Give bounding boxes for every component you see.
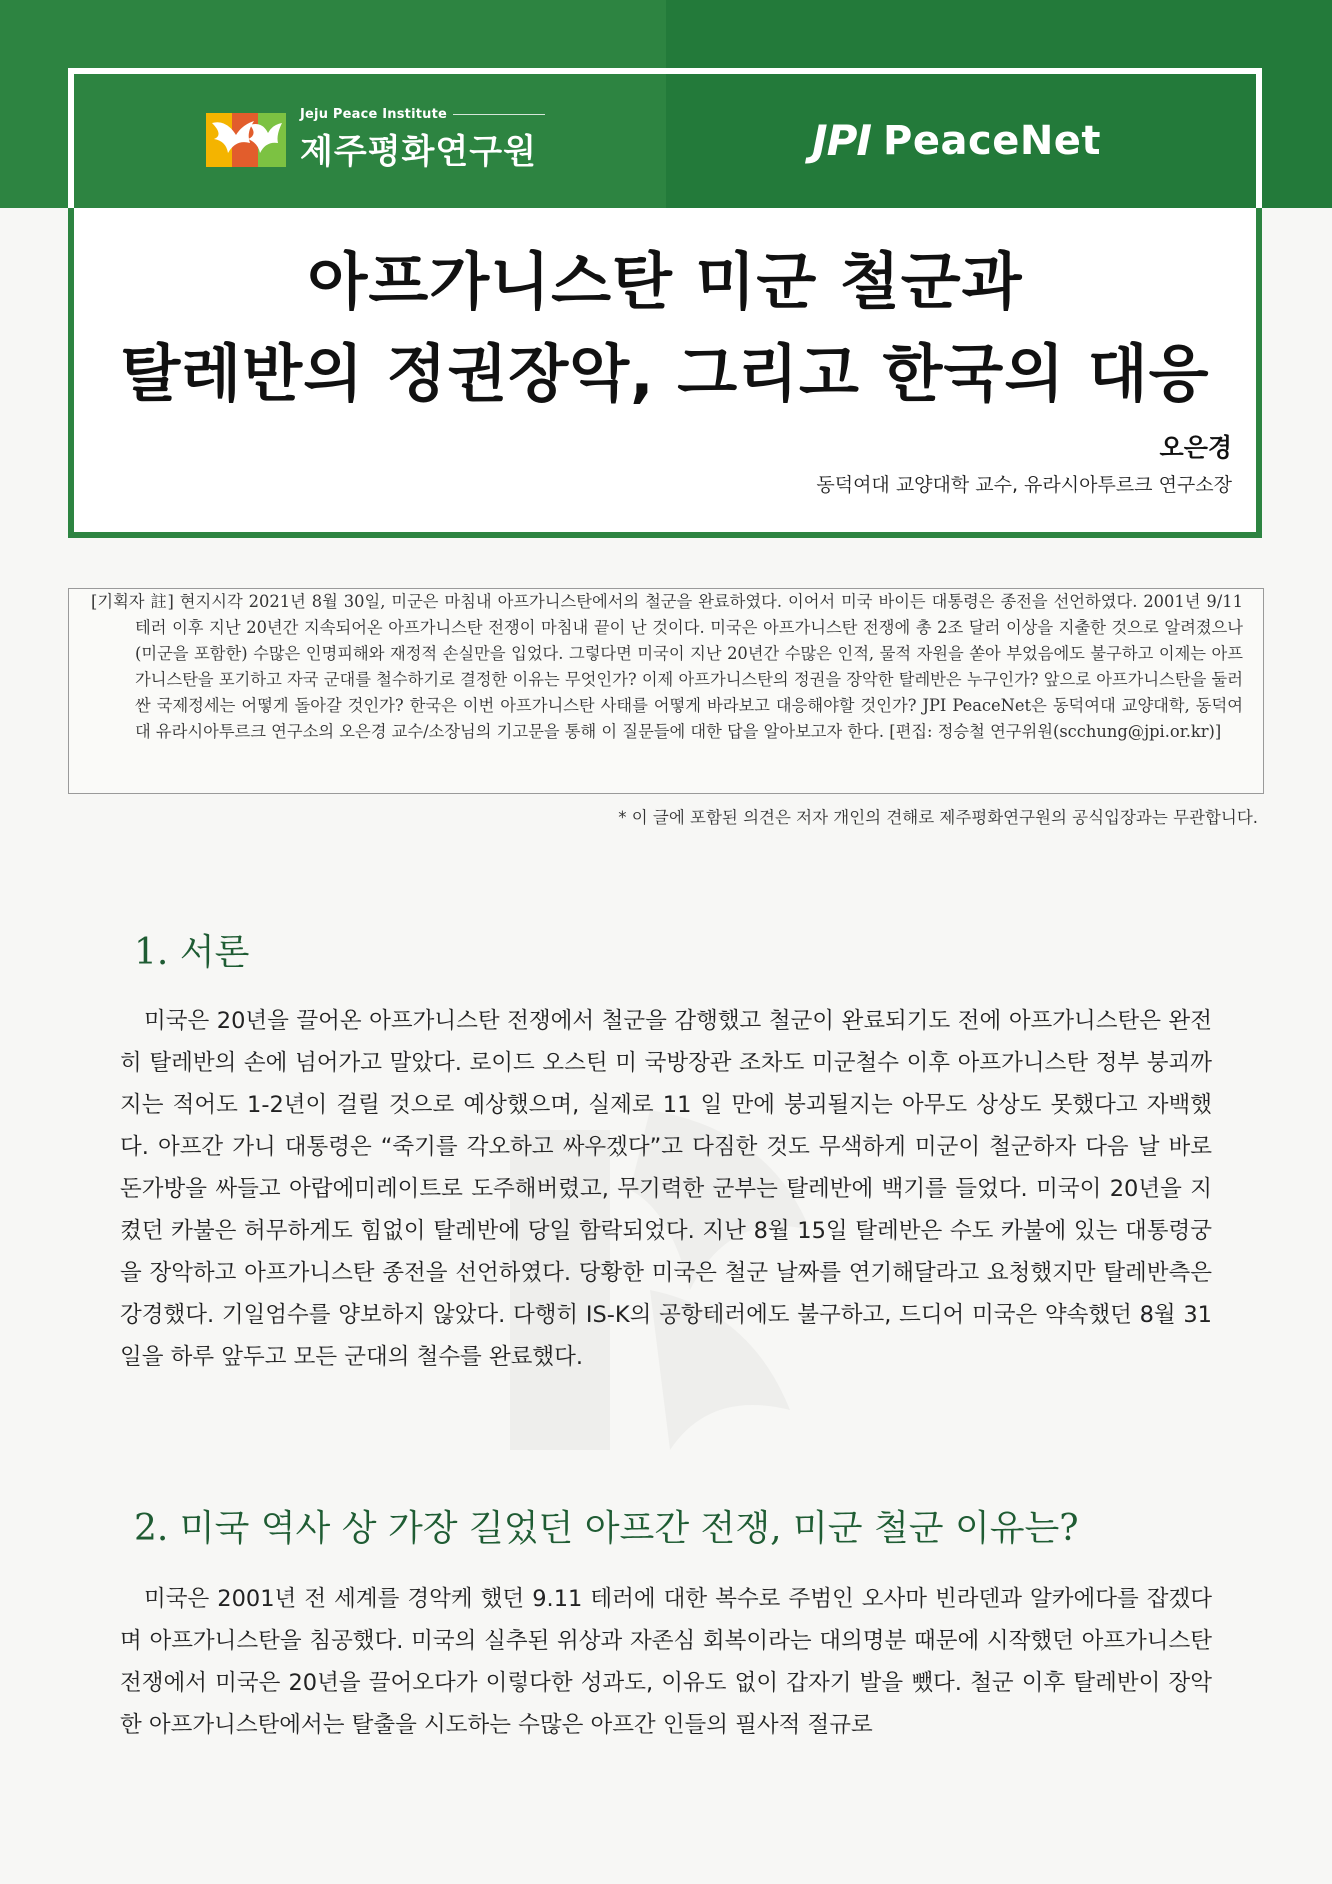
- section-1-body: [120, 1000, 1212, 1378]
- jpi-peacenet-logo[interactable]: [812, 116, 1101, 165]
- section-2-paragraph: 미국은 2001년 전 세계를 경악케 했던 9.11 테러에 대한 복수로 주범인 오사마 빈라덴과 알카에다를 잡겠다며 아프가니스탄을 침공했다. 미국의 실추된 위상과 자존심 회복이라는 대의명분 때문에 시작했던 아프가니스탄 전쟁에서 미국은 20년을 끌어오다가 이렇다한 성과도, 이유도 없이 갑자기 발을 뺐다. 철군 이후 탈레반이 장악한 아프가니스탄에서는 탈출을 시도하는 수많은 아프간 인들의 필사적 절규로: [120, 1586, 1212, 1738]
- section-1-heading: 1. 서론: [134, 932, 250, 973]
- section-1-paragraph: 미국은 20년을 끌어온 아프가니스탄 전쟁에서 철군을 감행했고 철군이 완료되기도 전에 아프가니스탄은 완전히 탈레반의 손에 넘어가고 말았다. 로이드 오스틴 미 국방장관 조차도 미군철수 이후 아프가니스탄 정부 붕괴까지는 적어도 1-2년이 걸릴 것으로 예상했으며, 실제로 11 일 만에 붕괴될지는 아무도 상상도 못했다고 자백했다. 아프간 가니 대통령은 “죽기를 각오하고 싸우겠다”고 다짐한 것도 무색하게 미군이 철군하자 다음 날 바로 돈가방을 싸들고 아랍에미레이트로 도주해버렸고, 무기력한 군부는 탈레반에 백기를 들었다. 미국이 20년을 지켰던 카불은 허무하게도 힘없이 탈레반에 당일 함락되었다. 지난 8월 15일 탈레반은 수도 카불에 있는 대통령궁을 장악하고 아프가니스탄 종전을 선언하였다. 당황한 미국은 철군 날짜를 연기해달라고 요청했지만 탈레반측은 강경했다. 기일엄수를 양보하지 않았다. 다행히 IS-K의 공항테러에도 불구하고, 드디어 미국은 약속했던 8월 31일을 하루 앞두고 모든 군대의 철수를 완료했다.: [120, 1008, 1212, 1370]
- section-2-body: [120, 1578, 1212, 1746]
- logo-english-name: Jeju Peace Institute: [300, 107, 448, 122]
- disclaimer: * 이 글에 포함된 의견은 저자 개인의 견해로 제주평화연구원의 공식입장과는 무관합니다.: [618, 808, 1258, 827]
- editor-note-text: [기획자 註] 현지시각 2021년 8월 30일, 미군은 마침내 아프가니스탄에서의 철군을 완료하였다. 이어서 미국 바이든 대통령은 종전을 선언하였다. 2001년 9/11 테러 이후 지난 20년간 지속되어온 아프가니스탄 전쟁이 마침내 끝이 난 것이다. 미국은 아프가니스탄 전쟁에 총 2조 달러 이상을 지출한 것으로 알려졌으나 (미군을 포함한) 수많은 인명피해와 재정적 손실만을 입었다. 그렇다면 미국이 지난 20년간 수많은 인적, 물적 자원을 쏟아 부었음에도 불구하고 이제는 아프가니스탄을 포기하고 자국 군대를 철수하기로 결정한 이유는 무엇인가? 이제 아프가니스탄의 정권을 장악한 탈레반은 누구인가? 앞으로 아프가니스탄을 둘러싼 국제정세는 어떻게 돌아갈 것인가? 한국은 이번 아프가니스탄 사태를 어떻게 바라보고 대응해야할 것인가? JPI PeaceNet은 동덕여대 교양대학, 동덕여대 유라시아투르크 연구소의 오은경 교수/소장님의 기고문을 통해 이 질문들에 대한 답을 알아보고자 한다. [편집: 정승철 연구위원(scchung@jpi.or.kr)]: [91, 592, 1243, 741]
- page-title: [80, 236, 1250, 420]
- editor-note-box: [68, 588, 1264, 794]
- dove-logo-icon: [206, 109, 288, 171]
- title-line-1: 아프가니스탄 미군 철군과: [307, 245, 1023, 318]
- author-name: 오은경: [1159, 433, 1232, 462]
- peacenet-wordmark: PeaceNet: [883, 117, 1102, 164]
- author-affiliation: 동덕여대 교양대학 교수, 유라시아투르크 연구소장: [816, 474, 1232, 496]
- jpi-mark: JPI: [812, 116, 872, 165]
- title-line-2: 탈레반의 정권장악, 그리고 한국의 대응: [120, 337, 1210, 410]
- section-2-heading: 2. 미국 역사 상 가장 길었던 아프간 전쟁, 미군 철군 이유는?: [134, 1508, 1079, 1549]
- jeju-peace-institute-logo[interactable]: [206, 108, 545, 172]
- logo-korean-name: 제주평화연구원: [300, 132, 537, 172]
